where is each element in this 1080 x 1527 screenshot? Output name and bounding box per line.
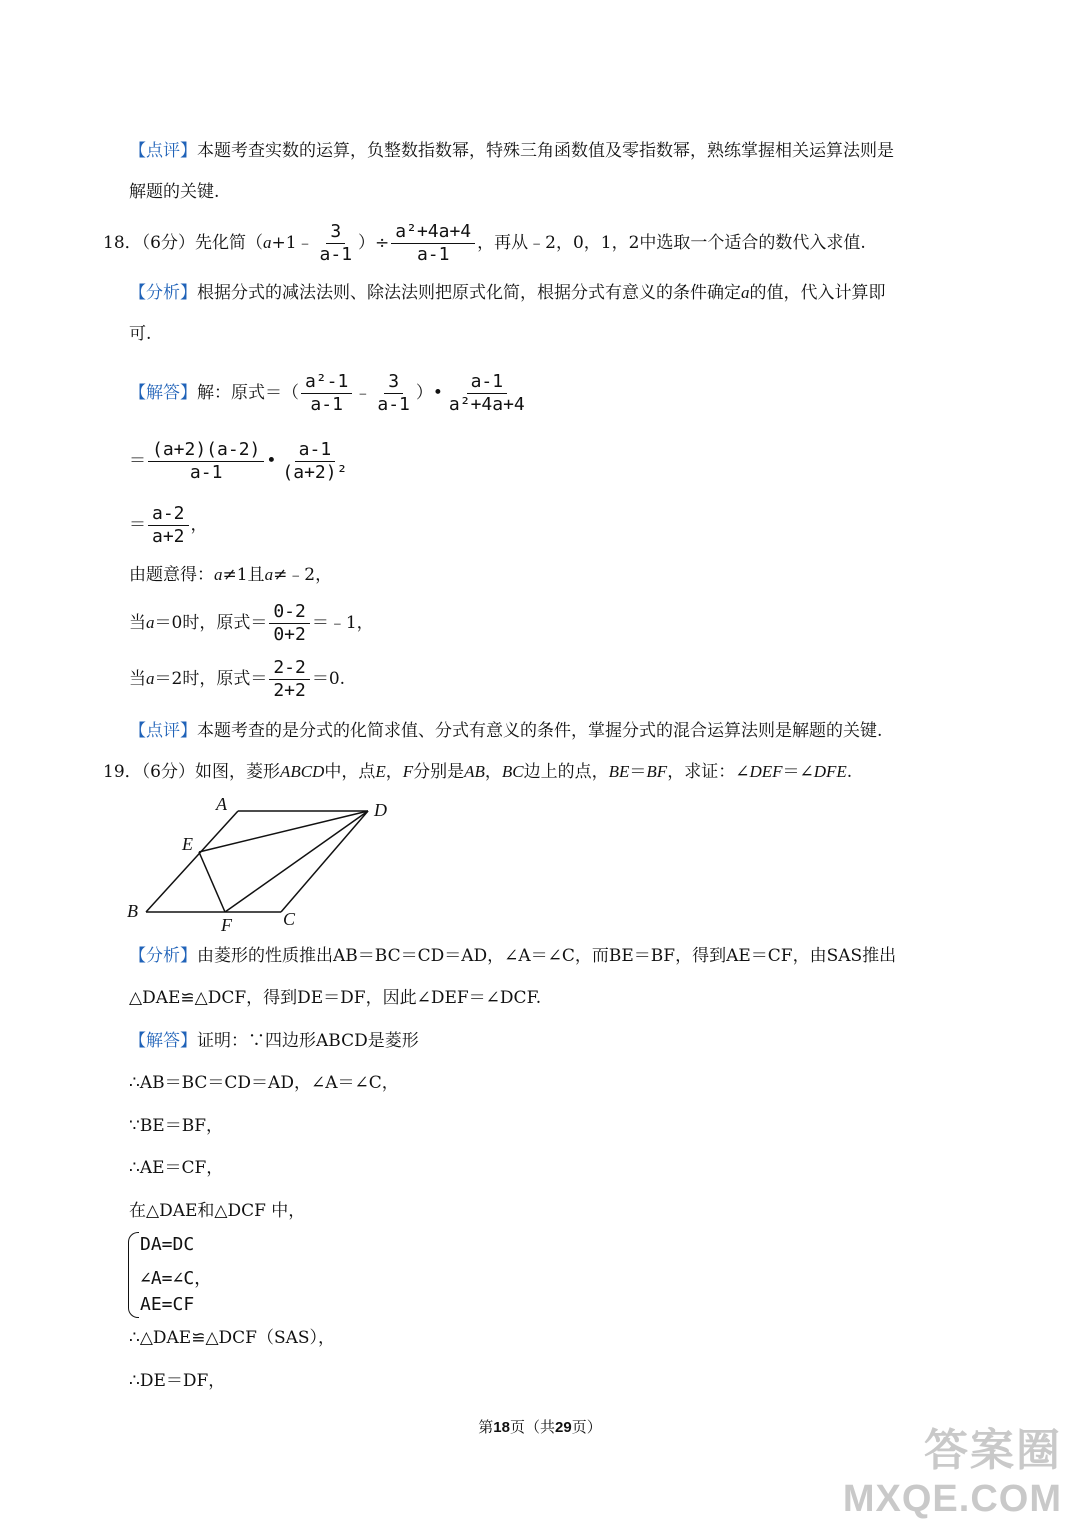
analysis-text: 由菱形的性质推出AB＝BC＝CD＝AD，∠A＝∠C，而BE＝BF，得到AE＝CF，由SAS推出 — [197, 946, 897, 966]
numerator: (a+2)(a-2) — [148, 440, 264, 462]
analysis-tag: 【分析】 — [129, 283, 197, 303]
denominator: a-1 — [377, 393, 410, 415]
side-ab — [146, 811, 238, 912]
numerator: a²+4a+4 — [391, 222, 475, 244]
math: ABCD — [279, 762, 325, 781]
question-text: 边上的点， — [523, 762, 609, 782]
rhombus-diagram — [120, 790, 410, 940]
expr: ）÷ — [358, 232, 390, 253]
solution-19-line3: ∵BE＝BF， — [129, 1116, 224, 1136]
numerator: a-1 — [467, 372, 508, 394]
math: F — [402, 762, 414, 781]
denominator: a-1 — [310, 393, 343, 415]
solution-18-case-0 — [129, 602, 374, 645]
question-text: ，再从﹣2，0，1，2中选取一个适合的数代入求值. — [477, 232, 866, 253]
fraction — [148, 440, 264, 483]
analysis-19-line2 — [129, 988, 541, 1008]
label-b: B — [127, 901, 138, 921]
expr: ， — [190, 514, 208, 535]
numerator: a-1 — [295, 440, 336, 462]
math: BE — [608, 762, 630, 781]
var-a: a — [264, 565, 274, 584]
fraction — [269, 602, 310, 645]
expr: ＝ — [129, 514, 146, 535]
math: BF — [646, 762, 668, 781]
question-text: 19．（6分）如图，菱形 — [103, 762, 280, 782]
question-text: ，求证：∠ — [667, 762, 750, 782]
review-text: 解题的关键. — [129, 182, 220, 202]
segment-fd — [225, 811, 368, 912]
question-text: ， — [484, 762, 502, 782]
denominator: a-1 — [416, 243, 450, 265]
analysis-text: 的值，代入计算即 — [749, 283, 886, 303]
numerator: a²-1 — [301, 372, 352, 394]
question-number: 18．（6分）先化简（ — [103, 232, 263, 253]
analysis-18-line2 — [129, 324, 151, 344]
solution-text: ≠1且 — [222, 565, 265, 585]
fraction — [269, 658, 310, 701]
denominator: 2+2 — [273, 679, 306, 701]
var-a: a — [262, 232, 272, 252]
solution-18-line1 — [129, 372, 531, 415]
footer-text: 第 — [478, 1418, 494, 1436]
solution-text: 证明：∵四边形ABCD是菱形 — [197, 1031, 419, 1051]
question-text: 中，点 — [324, 762, 376, 782]
math: BC — [501, 762, 524, 781]
numerator: 2-2 — [269, 658, 310, 680]
solution-text: ＝﹣1， — [311, 612, 374, 633]
numerator: 3 — [326, 222, 345, 244]
expr: • — [266, 450, 277, 471]
system-brace — [128, 1232, 139, 1318]
denominator: a-1 — [189, 461, 223, 483]
math: DFE — [813, 762, 847, 781]
watermark-url: MXQE.COM — [842, 1478, 1062, 1520]
var-a: a — [741, 283, 750, 302]
page-total: 29 — [555, 1419, 572, 1436]
review-17-line2 — [129, 182, 219, 202]
expr: ＝ — [129, 450, 146, 471]
question-text: 分别是 — [413, 762, 465, 782]
footer-text: 页） — [571, 1418, 602, 1436]
solution-19-line2: ∴AB＝BC＝CD＝AD，∠A＝∠C， — [129, 1073, 399, 1093]
fraction — [373, 372, 414, 415]
math: DEF — [749, 762, 783, 781]
label-f: F — [221, 915, 232, 935]
fraction — [278, 440, 351, 483]
solution-text: 当 — [129, 612, 146, 633]
analysis-text: 根据分式的减法法则、除法法则把原式化简，根据分式有意义的条件确定 — [197, 283, 741, 303]
question-18 — [103, 222, 866, 265]
denominator: a-1 — [319, 243, 353, 265]
math: E — [375, 762, 386, 781]
segment-ef — [199, 852, 225, 912]
review-tag: 【点评】 — [129, 141, 197, 161]
question-text: . — [846, 762, 853, 782]
expr: ）• — [415, 382, 443, 403]
solution-19-line7: ∴DE＝DF， — [129, 1371, 226, 1391]
denominator: a+2 — [152, 525, 185, 547]
review-text: 本题考查的是分式的化简求值、分式有意义的条件，掌握分式的混合运算法则是解题的关键. — [197, 721, 883, 741]
review-text: 本题考查实数的运算，负整数指数幂，特殊三角函数值及零指数幂，熟练掌握相关运算法则是 — [197, 141, 894, 161]
system-eq-3: AE=CF — [140, 1294, 195, 1315]
review-18 — [129, 721, 882, 741]
var-a: a — [146, 668, 155, 688]
analysis-19-line1 — [129, 946, 896, 966]
watermark — [843, 1414, 1062, 1521]
solution-19-line4: ∴AE＝CF， — [129, 1158, 224, 1178]
analysis-18-line1 — [129, 283, 886, 303]
expr: ﹣ — [354, 382, 372, 403]
question-text: ， — [385, 762, 403, 782]
side-dc — [281, 811, 368, 912]
footer-text: 页（共 — [509, 1418, 555, 1436]
label-c: C — [283, 909, 296, 929]
numerator: a-2 — [148, 504, 189, 526]
solution-text: 解：原式＝（ — [197, 382, 299, 403]
solution-19-line5: 在△DAE和△DCF 中， — [129, 1201, 306, 1221]
denominator: a²+4a+4 — [448, 393, 525, 415]
solution-text: ＝0时，原式＝ — [154, 612, 268, 633]
question-text: ＝ — [629, 762, 647, 782]
fraction — [301, 372, 352, 415]
numerator: 3 — [384, 372, 403, 394]
question-19 — [103, 762, 852, 782]
expr: +1﹣ — [271, 232, 314, 253]
solution-tag: 【解答】 — [129, 1031, 197, 1051]
segment-ed — [199, 811, 368, 852]
fraction — [445, 372, 529, 415]
label-d: D — [374, 800, 387, 820]
solution-tag: 【解答】 — [129, 382, 197, 403]
numerator: 0-2 — [269, 602, 310, 624]
fraction — [148, 504, 189, 547]
solution-text: ≠﹣2， — [273, 565, 333, 585]
analysis-text: 可. — [129, 324, 152, 344]
solution-18-line3 — [129, 504, 208, 547]
rhombus-lines — [146, 811, 368, 912]
fraction — [316, 222, 357, 265]
solution-19-line6: ∴△DAE≌△DCF（SAS）， — [129, 1328, 336, 1348]
solution-18-case-2 — [129, 658, 345, 701]
system-eq-1: DA=DC — [140, 1234, 195, 1255]
page-number: 18 — [493, 1419, 510, 1436]
math: AB — [464, 762, 485, 781]
label-a: A — [216, 794, 227, 814]
denominator: (a+2)² — [282, 461, 348, 483]
solution-18-condition — [129, 565, 332, 585]
label-e: E — [182, 834, 193, 854]
solution-text: 由题意得： — [129, 565, 214, 585]
review-17-line1 — [129, 141, 894, 161]
solution-text: ＝2时，原式＝ — [154, 668, 268, 689]
solution-19-line1 — [129, 1031, 419, 1051]
analysis-tag: 【分析】 — [129, 946, 197, 966]
var-a: a — [146, 612, 155, 632]
review-tag: 【点评】 — [129, 721, 197, 741]
question-text: ＝∠ — [782, 762, 814, 782]
watermark-logo: 答案圈 — [924, 1426, 1062, 1475]
solution-text: 当 — [129, 668, 146, 689]
var-a: a — [214, 565, 223, 584]
fraction — [391, 222, 475, 265]
solution-text: ＝0. — [311, 668, 346, 689]
analysis-text: △DAE≌△DCF，得到DE＝DF，因此∠DEF＝∠DCF. — [129, 988, 542, 1008]
solution-18-line2 — [129, 440, 353, 483]
denominator: 0+2 — [273, 623, 306, 645]
system-eq-2: ∠A=∠C， — [140, 1268, 213, 1289]
